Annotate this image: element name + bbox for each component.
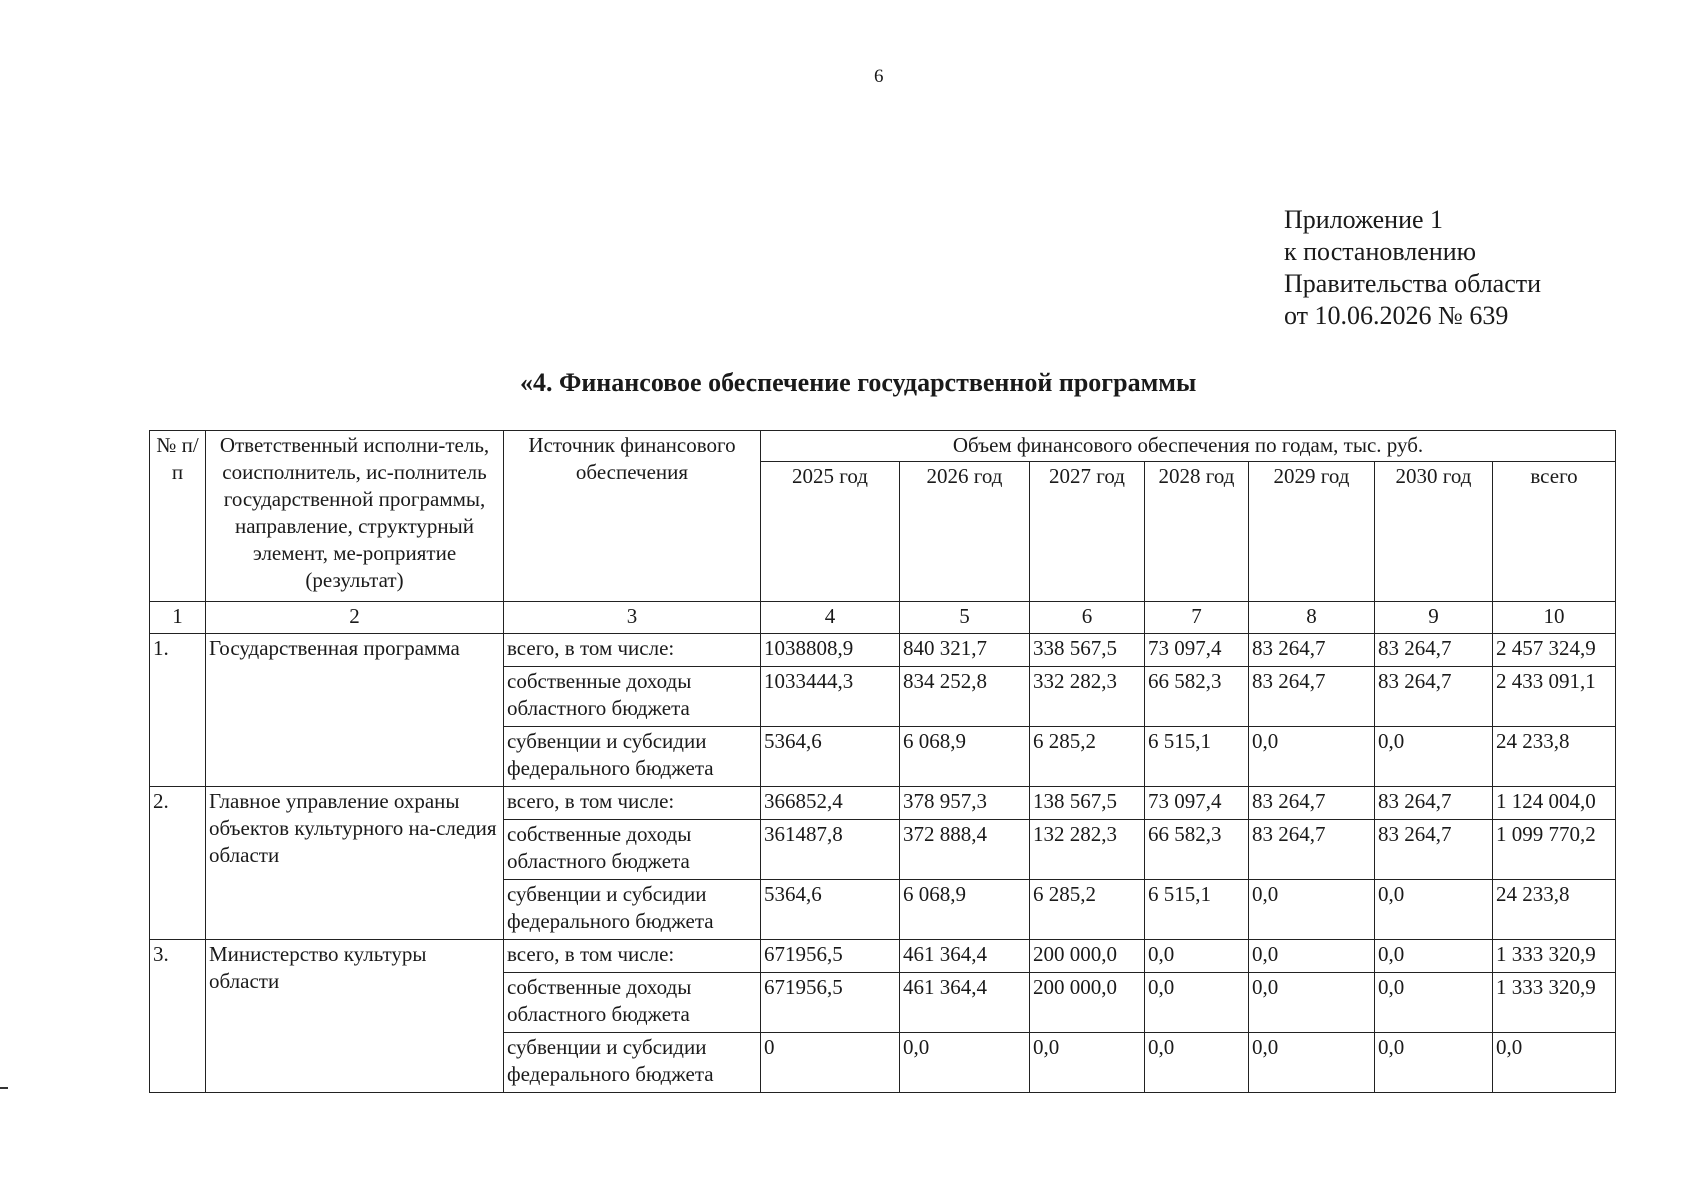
value-cell: 6 285,2 [1030, 880, 1145, 940]
funding-source: собственные доходы областного бюджета [504, 667, 761, 727]
appendix-line: к постановлению [1284, 237, 1477, 266]
total-cell: 1 333 320,9 [1493, 973, 1616, 1033]
value-cell: 366852,4 [761, 787, 900, 820]
funding-source: всего, в том числе: [504, 787, 761, 820]
total-cell: 2 457 324,9 [1493, 634, 1616, 667]
value-cell: 461 364,4 [900, 940, 1030, 973]
table-row [150, 634, 1616, 667]
value-cell: 0,0 [1249, 973, 1375, 1033]
value-cell: 361487,8 [761, 820, 900, 880]
value-cell: 6 285,2 [1030, 727, 1145, 787]
value-cell: 0,0 [1249, 880, 1375, 940]
row-number: 1. [150, 634, 206, 787]
total-cell: 1 333 320,9 [1493, 940, 1616, 973]
value-cell: 671956,5 [761, 940, 900, 973]
value-cell: 671956,5 [761, 973, 900, 1033]
total-cell: 24 233,8 [1493, 727, 1616, 787]
value-cell: 0,0 [1145, 940, 1249, 973]
header-executor: Ответственный исполни-тель, соисполнитель, ис-полнитель государственной программы, направление, структурный элемент, ме-роприятие (результат) [206, 431, 504, 602]
value-cell: 83 264,7 [1375, 667, 1493, 727]
value-cell: 5364,6 [761, 727, 900, 787]
column-number: 2 [206, 602, 504, 634]
header-year: 2027 год [1030, 462, 1145, 602]
value-cell: 6 068,9 [900, 727, 1030, 787]
table-row [150, 787, 1616, 820]
value-cell: 138 567,5 [1030, 787, 1145, 820]
header-year: 2026 год [900, 462, 1030, 602]
value-cell: 372 888,4 [900, 820, 1030, 880]
appendix-line: от 10.06.2026 № 639 [1284, 301, 1509, 330]
value-cell: 66 582,3 [1145, 820, 1249, 880]
column-number: 1 [150, 602, 206, 634]
header-year: 2025 год [761, 462, 900, 602]
executor-name: Государственная программа [206, 634, 504, 787]
executor-name: Министерство культуры области [206, 940, 504, 1093]
column-number: 6 [1030, 602, 1145, 634]
value-cell: 378 957,3 [900, 787, 1030, 820]
page-number: 6 [874, 66, 884, 87]
funding-source: всего, в том числе: [504, 940, 761, 973]
column-numbers-row [150, 602, 1616, 634]
scan-margin-mark [0, 1087, 8, 1089]
row-number: 2. [150, 787, 206, 940]
column-number: 4 [761, 602, 900, 634]
value-cell: 840 321,7 [900, 634, 1030, 667]
funding-source: всего, в том числе: [504, 634, 761, 667]
column-number: 7 [1145, 602, 1249, 634]
value-cell: 5364,6 [761, 880, 900, 940]
value-cell: 73 097,4 [1145, 634, 1249, 667]
value-cell: 73 097,4 [1145, 787, 1249, 820]
value-cell: 0 [761, 1033, 900, 1093]
appendix-block [1284, 204, 1541, 332]
header-year: 2028 год [1145, 462, 1249, 602]
table-row [150, 940, 1616, 973]
column-number: 8 [1249, 602, 1375, 634]
appendix-line: Приложение 1 [1284, 205, 1444, 234]
total-cell: 1 099 770,2 [1493, 820, 1616, 880]
value-cell: 332 282,3 [1030, 667, 1145, 727]
value-cell: 66 582,3 [1145, 667, 1249, 727]
document-title: «4. Финансовое обеспечение государственной программы [520, 368, 1197, 397]
value-cell: 200 000,0 [1030, 940, 1145, 973]
appendix-line: Правительства области [1284, 269, 1542, 298]
value-cell: 0,0 [1249, 940, 1375, 973]
value-cell: 0,0 [1145, 1033, 1249, 1093]
value-cell: 0,0 [1145, 973, 1249, 1033]
value-cell: 0,0 [1375, 1033, 1493, 1093]
value-cell: 0,0 [1375, 727, 1493, 787]
funding-source: субвенции и субсидии федерального бюджета [504, 1033, 761, 1093]
value-cell: 83 264,7 [1375, 787, 1493, 820]
value-cell: 132 282,3 [1030, 820, 1145, 880]
header-no: № п/п [150, 431, 206, 602]
funding-source: собственные доходы областного бюджета [504, 820, 761, 880]
value-cell: 0,0 [1030, 1033, 1145, 1093]
header-row [150, 431, 1616, 462]
value-cell: 834 252,8 [900, 667, 1030, 727]
column-number: 3 [504, 602, 761, 634]
value-cell: 6 068,9 [900, 880, 1030, 940]
value-cell: 1038808,9 [761, 634, 900, 667]
value-cell: 83 264,7 [1249, 820, 1375, 880]
financing-table [149, 430, 1616, 1093]
column-number: 9 [1375, 602, 1493, 634]
header-year: 2030 год [1375, 462, 1493, 602]
value-cell: 0,0 [1375, 940, 1493, 973]
column-number: 5 [900, 602, 1030, 634]
executor-name: Главное управление охраны объектов культурного на-следия области [206, 787, 504, 940]
value-cell: 0,0 [1375, 880, 1493, 940]
value-cell: 1033444,3 [761, 667, 900, 727]
value-cell: 461 364,4 [900, 973, 1030, 1033]
value-cell: 83 264,7 [1375, 820, 1493, 880]
funding-source: субвенции и субсидии федерального бюджета [504, 880, 761, 940]
value-cell: 83 264,7 [1249, 634, 1375, 667]
total-cell: 0,0 [1493, 1033, 1616, 1093]
value-cell: 200 000,0 [1030, 973, 1145, 1033]
value-cell: 338 567,5 [1030, 634, 1145, 667]
row-number: 3. [150, 940, 206, 1093]
value-cell: 0,0 [900, 1033, 1030, 1093]
value-cell: 83 264,7 [1249, 787, 1375, 820]
header-source: Источник финансового обеспечения [504, 431, 761, 602]
total-cell: 24 233,8 [1493, 880, 1616, 940]
value-cell: 0,0 [1249, 1033, 1375, 1093]
value-cell: 6 515,1 [1145, 727, 1249, 787]
header-year: 2029 год [1249, 462, 1375, 602]
funding-source: субвенции и субсидии федерального бюджета [504, 727, 761, 787]
value-cell: 83 264,7 [1375, 634, 1493, 667]
value-cell: 0,0 [1375, 973, 1493, 1033]
header-volume: Объем финансового обеспечения по годам, тыс. руб. [761, 431, 1616, 462]
total-cell: 1 124 004,0 [1493, 787, 1616, 820]
funding-source: собственные доходы областного бюджета [504, 973, 761, 1033]
value-cell: 6 515,1 [1145, 880, 1249, 940]
value-cell: 0,0 [1249, 727, 1375, 787]
total-cell: 2 433 091,1 [1493, 667, 1616, 727]
header-total: всего [1493, 462, 1616, 602]
value-cell: 83 264,7 [1249, 667, 1375, 727]
column-number: 10 [1493, 602, 1616, 634]
